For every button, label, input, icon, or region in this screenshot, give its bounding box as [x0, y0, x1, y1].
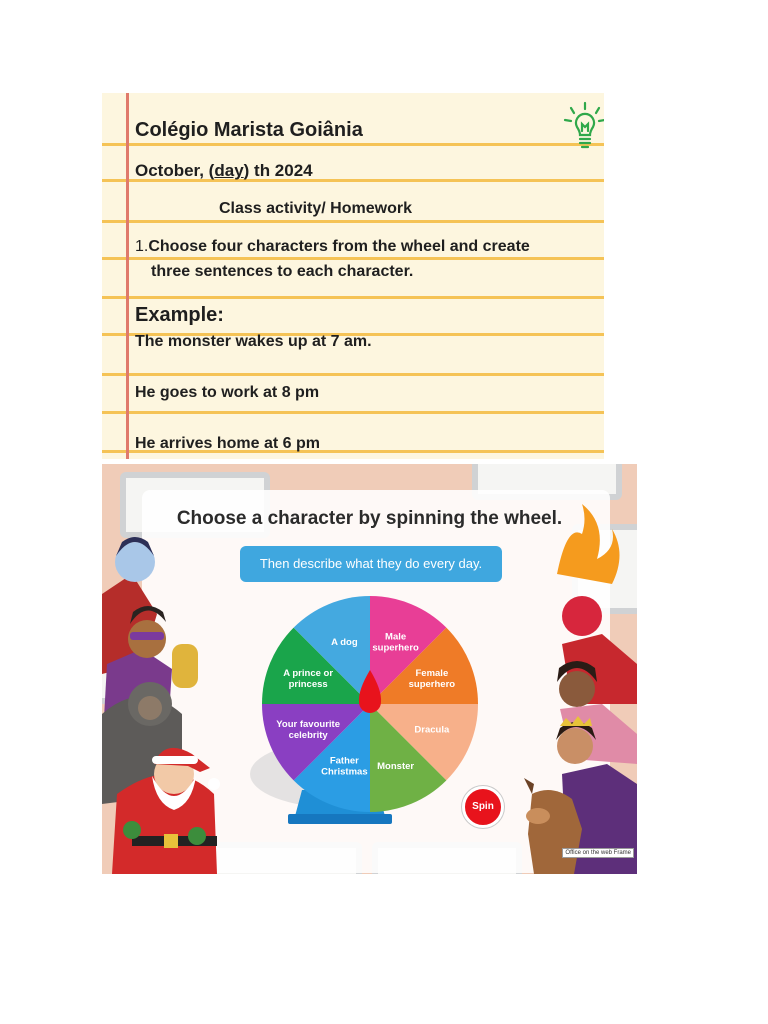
describe-banner: Then describe what they do every day.	[240, 546, 502, 582]
wheel-segment-label: Father Christmas	[321, 755, 368, 778]
instruction-line-2: three sentences to each character.	[151, 263, 414, 280]
example-sentence-2: He goes to work at 8 pm	[135, 384, 320, 401]
paper-rule	[102, 257, 604, 260]
worksheet-paper	[102, 93, 604, 459]
instruction-number: 1.	[135, 238, 149, 255]
wheel-segment-label: A prince or princess	[283, 667, 334, 690]
activity-subtitle: Class activity/ Homework	[219, 200, 412, 217]
wheel-title: Choose a character by spinning the wheel.	[176, 508, 563, 529]
wheel-slide	[102, 464, 637, 874]
wheel-segment-label: Your favourite celebrity	[276, 719, 340, 742]
spin-button[interactable]: Spin	[462, 786, 504, 828]
lightbulb-icon	[562, 101, 604, 153]
date-line	[135, 161, 313, 181]
instruction-text-1: Choose four characters from the wheel and create	[148, 238, 530, 255]
example-heading: Example:	[135, 304, 224, 326]
wheel-segment-label: Female superhero	[408, 667, 456, 690]
example-sentence-3: He arrives home at 6 pm	[135, 435, 320, 452]
example-sentence-1: The monster wakes up at 7 am.	[135, 333, 372, 350]
wheel-segment-label: Monster	[377, 760, 415, 772]
instruction-line-1	[135, 238, 530, 256]
date-prefix: October, (	[135, 161, 215, 180]
office-web-frame-tag: Office on the web Frame	[562, 848, 634, 858]
wheel-segment-label: Male superhero	[372, 631, 419, 654]
paper-rule	[102, 373, 604, 376]
paper-rule	[102, 296, 604, 299]
school-name: Colégio Marista Goiânia	[135, 119, 363, 141]
wheel-segment-label: A dog	[331, 637, 358, 649]
paper-margin-line	[126, 93, 129, 459]
wheel-segment-label: Dracula	[414, 724, 450, 736]
date-day: day	[214, 161, 244, 180]
paper-rule	[102, 143, 604, 146]
paper-rule	[102, 220, 604, 223]
date-suffix: ) th 2024	[243, 161, 313, 180]
paper-rule	[102, 411, 604, 414]
